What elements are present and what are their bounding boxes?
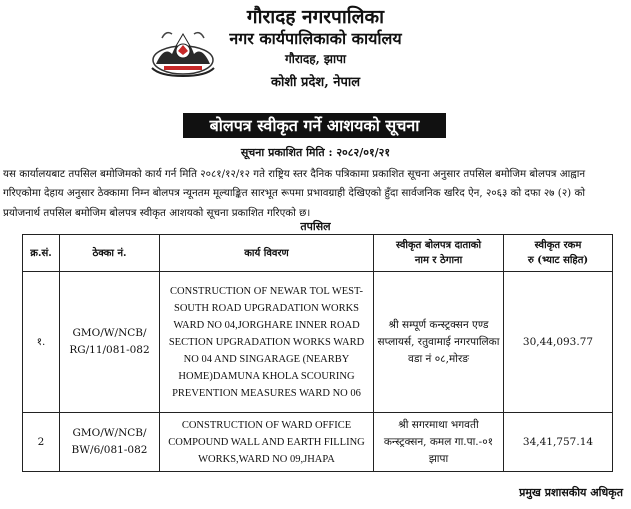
table-header-row [23, 235, 613, 272]
header-contract-no: ठेक्का नं. [60, 235, 160, 272]
row-bidder: श्री सगरमाथा भगवती कन्स्ट्रक्सन, कमल गा.पा.-०१ झापा [374, 413, 504, 472]
notice-title: बोलपत्र स्वीकृत गर्ने आशयको सूचना [183, 113, 446, 138]
header-bidder-line2: नाम र ठेगाना [414, 255, 463, 266]
header-amount-line2: रु (भ्याट सहित) [527, 255, 589, 266]
row-contract-no [60, 413, 160, 472]
table-row [23, 413, 613, 472]
signatory-title: प्रमुख प्रशासकीय अधिकृत [519, 486, 623, 499]
contract-no-line1: GMO/W/NCB/ [72, 327, 147, 339]
contract-no-line1: GMO/W/NCB/ [72, 427, 147, 439]
publication-date: सूचना प्रकाशित मिति : २०८२/०१/२१ [240, 146, 391, 159]
row-amount: 34,41,757.14 [504, 413, 613, 472]
row-sn: १. [23, 272, 60, 413]
header-sn: क्र.सं. [23, 235, 60, 272]
contract-no-line2: BW/6/081-082 [71, 444, 148, 456]
row-work-description: CONSTRUCTION OF WARD OFFICE COMPOUND WALL AND EARTH FILLING WORKS,WARD NO 09,JHAPA [160, 413, 374, 472]
row-amount: 30,44,093.77 [504, 272, 613, 413]
table-row [23, 272, 613, 413]
header-amount-line1: स्वीकृत रकम [534, 240, 582, 251]
bid-table [22, 234, 613, 472]
row-contract-no [60, 272, 160, 413]
header-bidder-line1: स्वीकृत बोलपत्र दाताको [395, 240, 482, 251]
org-name: गौरादह नगरपालिका [246, 6, 385, 28]
row-sn: 2 [23, 413, 60, 472]
header-work-description: कार्य विवरण [160, 235, 374, 272]
office-name: नगर कार्यपालिकाको कार्यालय [229, 29, 402, 48]
province: कोशी प्रदेश, नेपाल [270, 75, 361, 90]
row-bidder: श्री सम्पूर्ण कन्स्ट्रक्सन एण्ड सप्लायर्स, रतुवामाई नगरपालिका वडा नं ०८,मोरङ [374, 272, 504, 413]
notice-body: यस कार्यालयबाट तपसिल बमोजिमको कार्य गर्न मिति २०८१/१२/१२ गते राष्ट्रिय स्तर दैनिक पत्रिकामा प्रकाशित सूचना अनुसार तपसिल बमोजिम बोलपत्र आह्वान गरिएकोमा देहाय अनुसार ठेक्कामा निम्न बोलपत्र न्यूनतम मूल्याङ्कित सारभूत रूपमा प्रभावग्राही देखिएको हुँदा सार्वजनिक खरिद ऐन, २०६३ को दफा २७ (२) को प्रयोजनार्थ तपसिल बमोजिम बोलपत्र स्वीकृत आशयको सूचना प्रकाशित गरिएको छ। [3, 168, 586, 219]
office-location: गौरादह, झापा [284, 52, 347, 66]
header-bidder [374, 235, 504, 272]
header-amount [504, 235, 613, 272]
table-title: तपसिल [300, 220, 331, 233]
row-work-description: CONSTRUCTION OF NEWAR TOL WEST-SOUTH ROAD UPGRADATION WORKS WARD NO 04,JORGHARE INNER ROAD SECTION UPGRADATION WORKS WARD NO 04 AND SINGARAGE (NEARBY HOME)DAMUNA KHOLA SCOURING PREVENTION MEASURES WARD NO 06 [160, 272, 374, 413]
contract-no-line2: RG/11/081-082 [69, 344, 150, 356]
